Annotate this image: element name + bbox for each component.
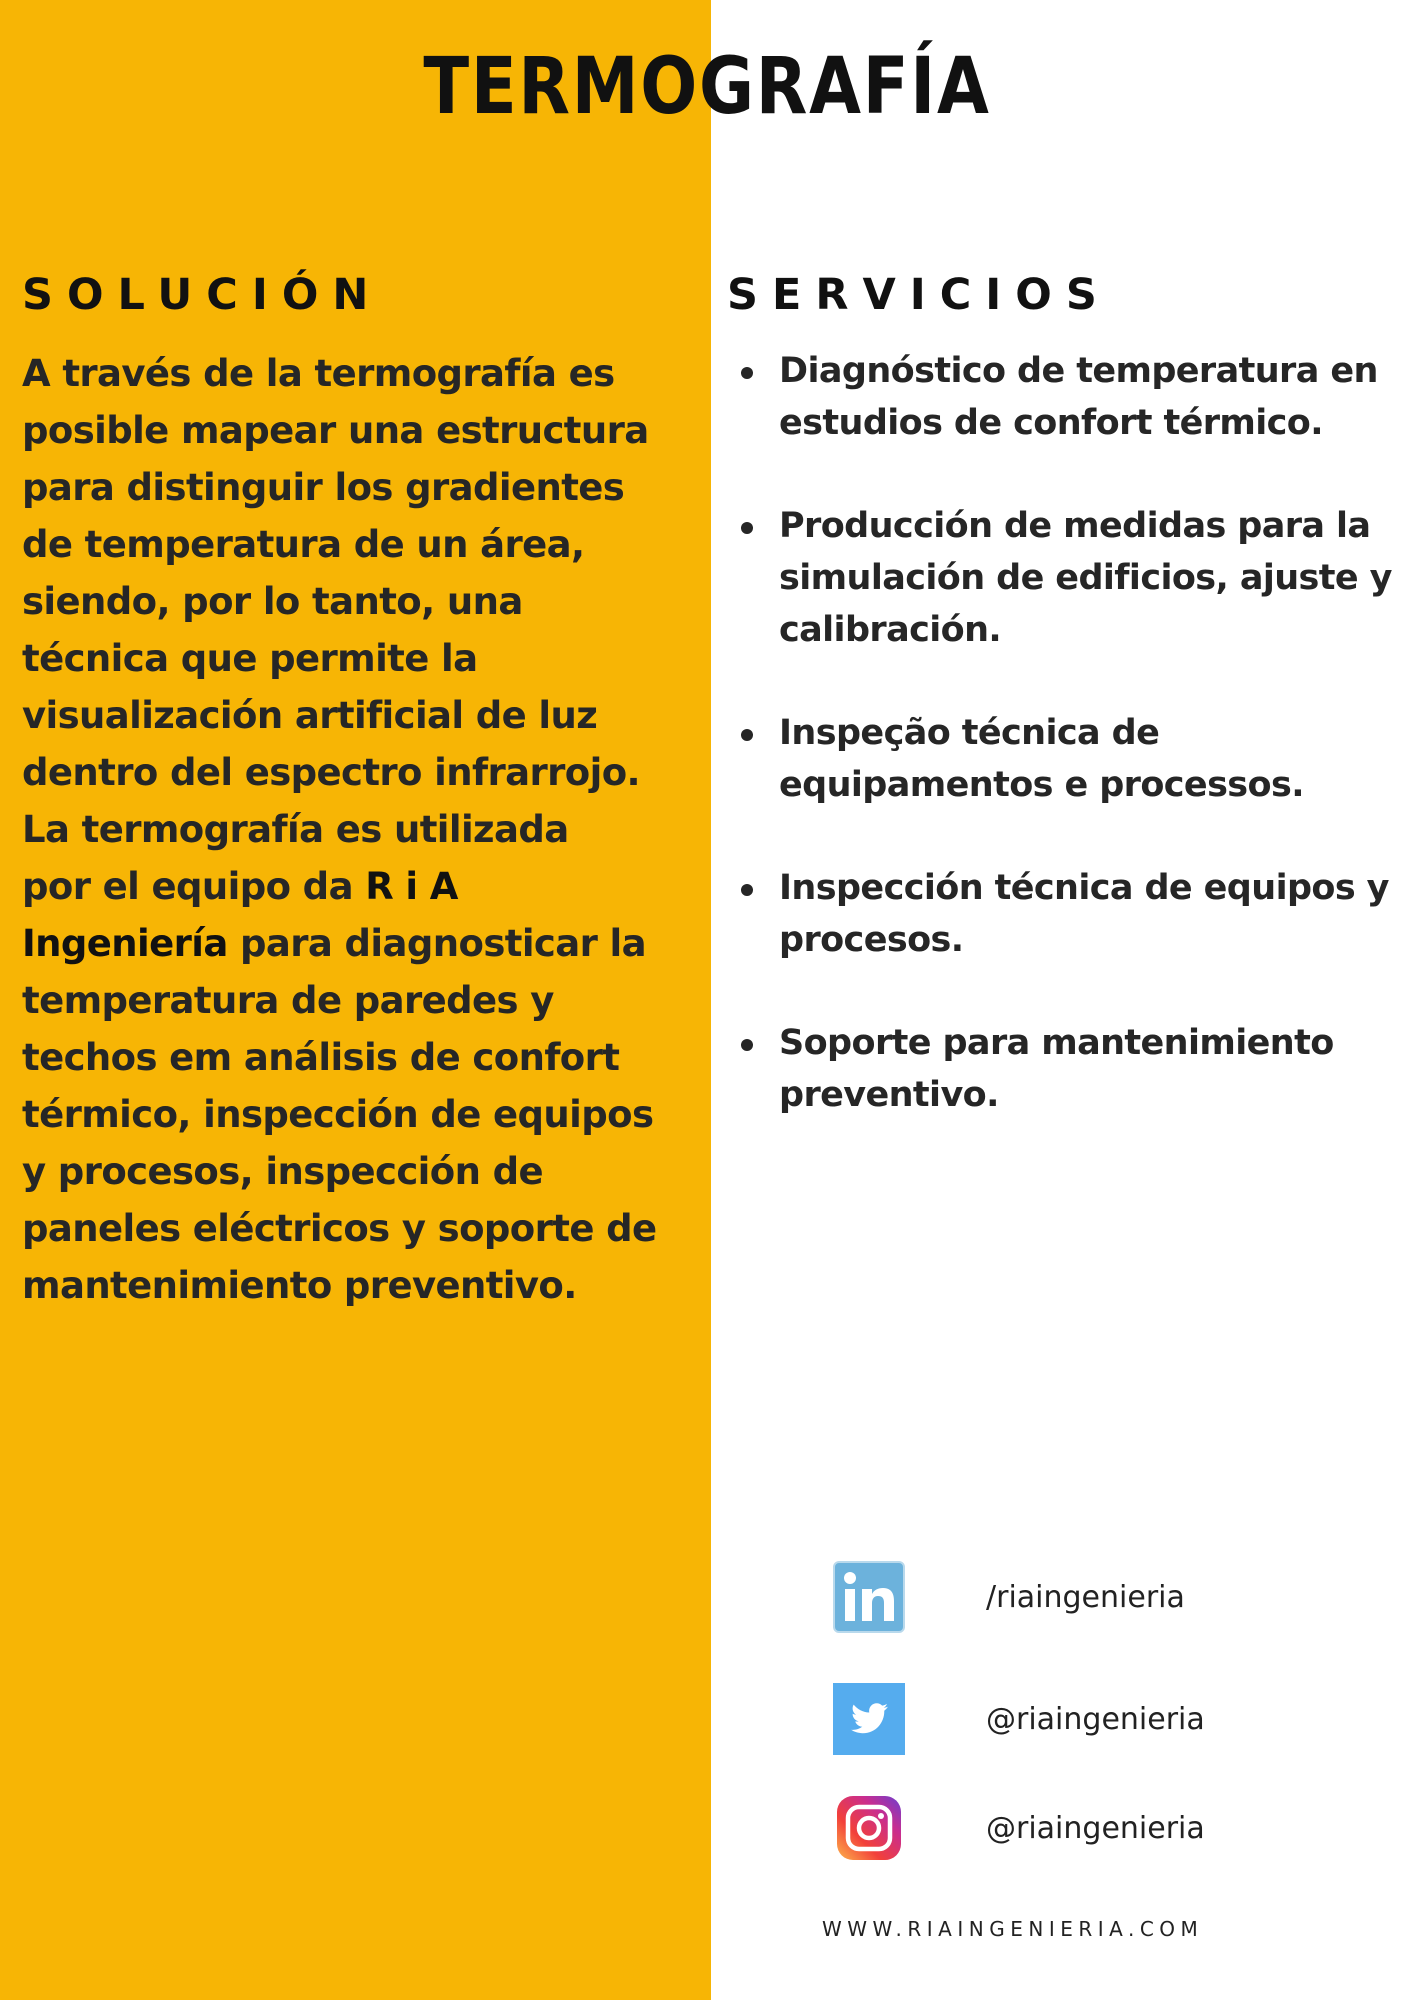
website-link[interactable]: WWW.RIAINGENIERIA.COM — [822, 1917, 1204, 1941]
list-spacer — [737, 656, 1402, 707]
servicio-item — [737, 1017, 1402, 1121]
linkedin-handle[interactable]: /riaingenieria — [986, 1579, 1185, 1615]
twitter-icon[interactable] — [833, 1683, 905, 1755]
list-spacer — [737, 811, 1402, 862]
servicio-item — [737, 707, 1402, 811]
servicio-line: preventivo. — [779, 1075, 999, 1115]
servicio-item — [737, 500, 1402, 656]
solucion-line — [22, 858, 682, 915]
solucion-line: técnica que permite la — [22, 637, 478, 680]
servicio-line: Diagnóstico de temperatura en — [779, 351, 1378, 391]
company-name: Ingeniería — [22, 922, 228, 965]
linkedin-icon[interactable] — [833, 1561, 905, 1633]
instagram-icon[interactable] — [833, 1792, 905, 1864]
solucion-line: y procesos, inspección de — [22, 1150, 543, 1193]
solucion-heading: SOLUCIÓN — [22, 270, 383, 320]
solucion-line: techos em análisis de confort — [22, 1036, 620, 1079]
solucion-line: A través de la termografía es — [22, 352, 615, 395]
servicio-line: Inspección técnica de equipos y — [779, 868, 1389, 908]
servicios-heading: SERVICIOS — [727, 270, 1111, 320]
solucion-line: siendo, por lo tanto, una — [22, 580, 523, 623]
social-linkedin[interactable] — [833, 1560, 1353, 1634]
solucion-line-text: por el equipo da — [22, 865, 366, 908]
twitter-handle[interactable]: @riaingenieria — [986, 1701, 1205, 1737]
servicio-line: calibración. — [779, 610, 1002, 650]
solucion-line: visualización artificial de luz — [22, 694, 598, 737]
servicio-line: Soporte para mantenimiento — [779, 1023, 1334, 1063]
social-instagram[interactable] — [833, 1791, 1353, 1865]
list-spacer — [737, 966, 1402, 1017]
servicio-line: simulación de edificios, ajuste y — [779, 558, 1392, 598]
solucion-paragraph — [22, 345, 682, 1314]
solucion-line: posible mapear una estructura — [22, 409, 649, 452]
solucion-line — [22, 915, 682, 972]
solucion-line-text: para diagnosticar la — [227, 922, 646, 965]
solucion-line: mantenimiento preventivo. — [22, 1264, 577, 1307]
servicio-line: procesos. — [779, 920, 964, 960]
servicio-line: equipamentos e processos. — [779, 765, 1304, 805]
solucion-line: para distinguir los gradientes — [22, 466, 625, 509]
solucion-line: temperatura de paredes y — [22, 979, 554, 1022]
servicio-line: Inspeção técnica de — [779, 713, 1160, 753]
list-spacer — [737, 449, 1402, 500]
servicios-list — [737, 345, 1402, 1121]
solucion-line: de temperatura de un área, — [22, 523, 585, 566]
social-twitter[interactable] — [833, 1682, 1353, 1756]
company-name: R i A — [365, 865, 458, 908]
instagram-handle[interactable]: @riaingenieria — [986, 1810, 1205, 1846]
solucion-line: térmico, inspección de equipos — [22, 1093, 654, 1136]
servicio-line: Producción de medidas para la — [779, 506, 1371, 546]
solucion-line: dentro del espectro infrarrojo. — [22, 751, 640, 794]
servicio-item — [737, 345, 1402, 449]
page-title: TERMOGRAFÍA — [423, 42, 991, 132]
servicio-item — [737, 862, 1402, 966]
servicio-line: estudios de confort térmico. — [779, 403, 1323, 443]
solucion-line: La termografía es utilizada — [22, 808, 569, 851]
solucion-line: paneles eléctricos y soporte de — [22, 1207, 657, 1250]
